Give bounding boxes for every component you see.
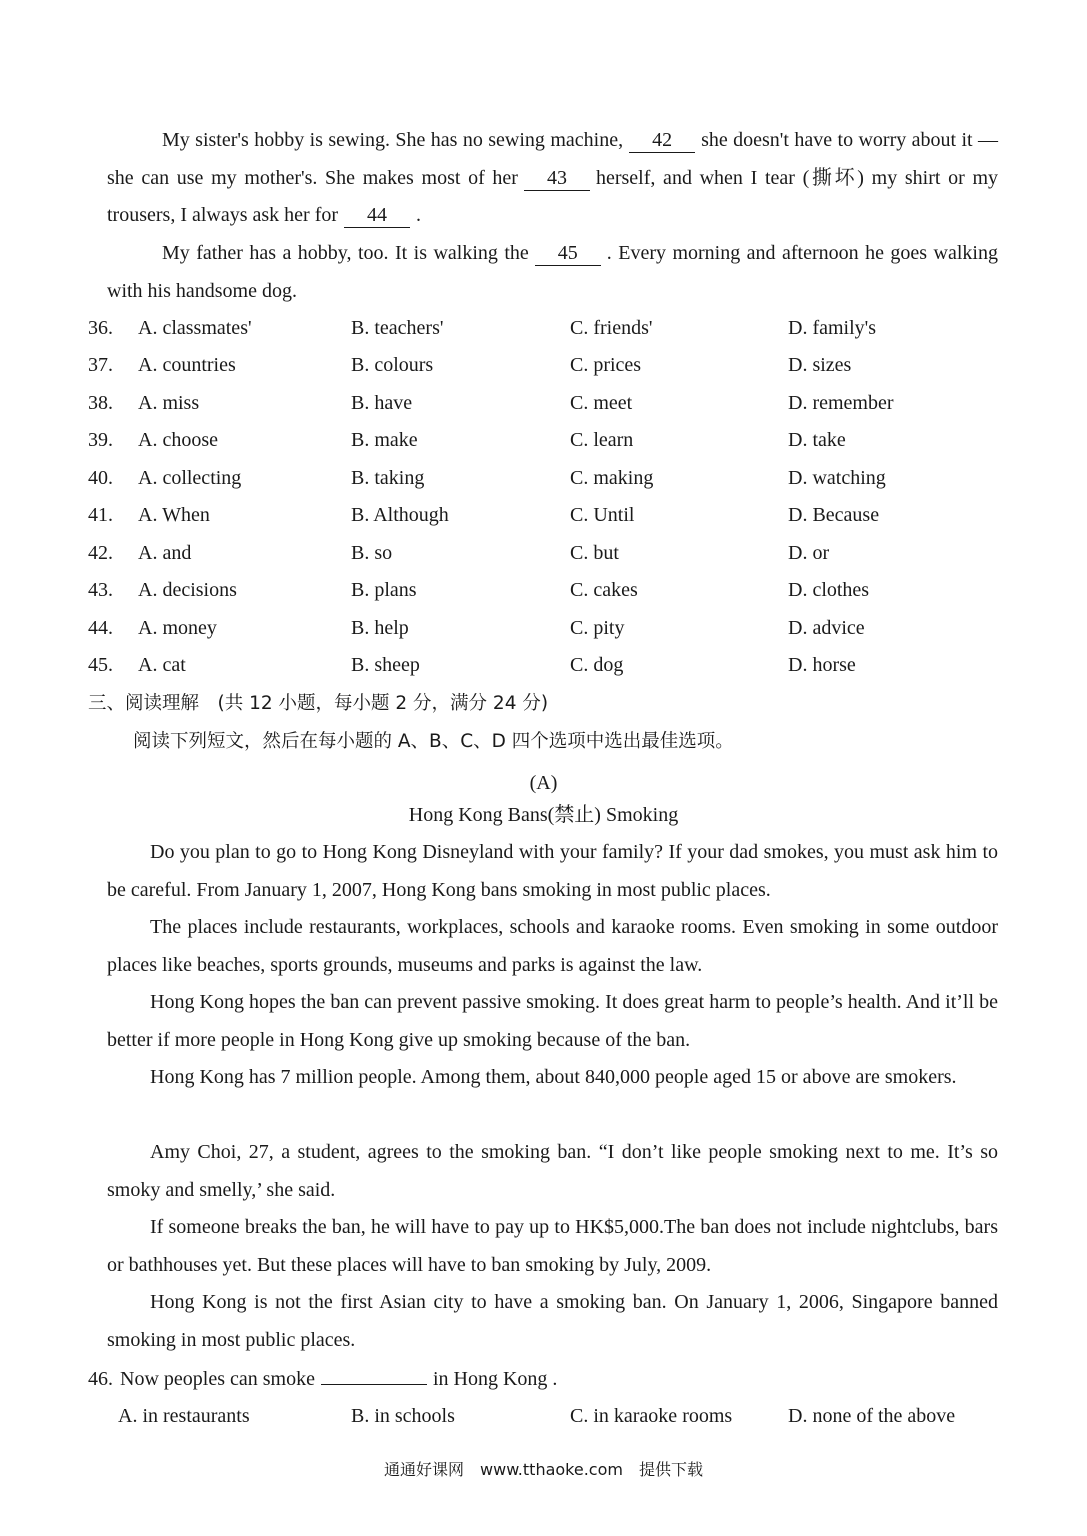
option-a: A. choose	[138, 429, 218, 451]
option-c: C. learn	[570, 429, 634, 451]
paragraph-text: The places include restaurants, workplaces, schools and karaoke rooms. Even smoking in some outdoor places like beaches, sports grounds, museums and parks is against the law.	[107, 916, 998, 976]
question-number: 39.	[88, 429, 113, 451]
passage-paragraph	[107, 1059, 998, 1097]
cloze-text: .	[416, 204, 422, 226]
passage-paragraph	[107, 984, 998, 1059]
question-number: 46.	[88, 1368, 113, 1390]
stem-text: Now peoples can smoke	[120, 1368, 315, 1390]
option-d: D. none of the above	[788, 1405, 956, 1427]
question-46-stem	[120, 1362, 557, 1396]
option-row-39	[88, 422, 988, 459]
cloze-blank-44: 44	[344, 203, 410, 228]
option-d: D. sizes	[788, 354, 852, 376]
option-c: C. but	[570, 542, 619, 564]
option-c: C. pity	[570, 617, 625, 639]
option-a: A. When	[138, 504, 210, 526]
paragraph-text: If someone breaks the ban, he will have to pay up to HK$5,000.The ban does not include nightclubs, bars or bathhouses yet. But these places will have to ban smoking by July, 2009.	[107, 1216, 998, 1276]
option-d: D. remember	[788, 392, 894, 414]
cloze-text: My sister's hobby is sewing. She has no sewing machine,	[162, 129, 624, 151]
option-a: A. cat	[138, 654, 186, 676]
answer-blank	[321, 1364, 427, 1385]
passage-label: (A)	[529, 772, 558, 794]
option-b: B. sheep	[351, 654, 420, 676]
option-row-41	[88, 497, 988, 534]
option-c: C. meet	[570, 392, 633, 414]
cloze-text: herself, and when I tear (撕坏) my shirt or my trousers, I always ask her for	[107, 166, 998, 226]
question-number: 45.	[88, 654, 113, 676]
option-row-43	[88, 572, 988, 609]
cloze-text: she doesn't have to worry about it — she can use my mother's. She makes most of her	[107, 129, 998, 189]
option-row-38	[88, 385, 988, 422]
cloze-blank-42: 42	[629, 128, 695, 153]
option-a: A. and	[138, 542, 192, 564]
option-b: B. make	[351, 429, 418, 451]
cloze-text: My father has a hobby, too. It is walking the	[162, 242, 529, 264]
section-heading: 三、阅读理解 (共 12 小题，每小题 2 分，满分 24 分)	[88, 693, 549, 714]
option-a: A. in restaurants	[118, 1405, 250, 1427]
question-number: 37.	[88, 354, 113, 376]
option-a: A. countries	[138, 354, 236, 376]
cloze-paragraph-2	[107, 235, 998, 310]
option-d: D. horse	[788, 654, 856, 676]
option-b: B. Although	[351, 504, 449, 526]
question-number: 42.	[88, 542, 113, 564]
page-footer: 通通好课网 www.tthaoke.com 提供下载	[384, 1460, 703, 1479]
passage-paragraph	[107, 1134, 998, 1209]
option-b: B. help	[351, 617, 409, 639]
option-a: A. miss	[138, 392, 200, 414]
passage-paragraph	[107, 1284, 998, 1359]
option-b: B. colours	[351, 354, 434, 376]
section-instruction: 阅读下列短文，然后在每小题的 A、B、C、D 四个选项中选出最佳选项。	[133, 731, 734, 752]
option-row-45	[88, 647, 988, 684]
option-row-40	[88, 460, 988, 497]
option-c: C. dog	[570, 654, 624, 676]
cloze-blank-43: 43	[524, 166, 590, 191]
option-a: A. decisions	[138, 579, 237, 601]
option-a: A. money	[138, 617, 217, 639]
option-d: D. watching	[788, 467, 886, 489]
question-number: 41.	[88, 504, 113, 526]
paragraph-text: Hong Kong hopes the ban can prevent passive smoking. It does great harm to people’s health. And it’ll be better if more people in Hong Kong give up smoking because of the ban.	[107, 991, 998, 1051]
option-b: B. have	[351, 392, 413, 414]
cloze-text: . Every morning and afternoon he goes walking with his handsome dog.	[107, 242, 998, 302]
cloze-paragraph-1	[107, 122, 998, 235]
option-c: C. Until	[570, 504, 635, 526]
passage-paragraph	[107, 834, 998, 909]
passage-paragraph	[107, 1209, 998, 1284]
option-d: D. Because	[788, 504, 880, 526]
paragraph-text: Do you plan to go to Hong Kong Disneyland with your family? If your dad smokes, you must ask him to be careful. From January 1, 2007, Hong Kong bans smoking in most public places.	[107, 841, 998, 901]
option-row-36	[88, 310, 988, 347]
option-c: C. in karaoke rooms	[570, 1405, 733, 1427]
stem-text: in Hong Kong .	[432, 1368, 558, 1390]
option-d: D. take	[788, 429, 846, 451]
option-c: C. friends'	[570, 317, 653, 339]
option-d: D. clothes	[788, 579, 870, 601]
paragraph-text: Amy Choi, 27, a student, agrees to the smoking ban. “I don’t like people smoking next to me. It’s so smoky and smelly,’ she said.	[107, 1141, 998, 1201]
question-number: 38.	[88, 392, 113, 414]
question-46-options	[0, 1399, 1087, 1433]
option-b: B. so	[351, 542, 393, 564]
option-b: B. taking	[351, 467, 425, 489]
question-number: 44.	[88, 617, 113, 639]
question-number: 36.	[88, 317, 113, 339]
option-c: C. prices	[570, 354, 642, 376]
option-c: C. cakes	[570, 579, 638, 601]
paragraph-text: Hong Kong is not the first Asian city to have a smoking ban. On January 1, 2006, Singapore banned smoking in most public places.	[107, 1291, 998, 1351]
passage-paragraph	[107, 909, 998, 984]
option-a: A. classmates'	[138, 317, 252, 339]
option-d: D. or	[788, 542, 830, 564]
option-row-37	[88, 347, 988, 384]
question-number: 43.	[88, 579, 113, 601]
option-b: B. teachers'	[351, 317, 444, 339]
option-b: B. in schools	[351, 1405, 455, 1427]
passage-title: Hong Kong Bans(禁止) Smoking	[408, 804, 679, 826]
option-a: A. collecting	[138, 467, 242, 489]
cloze-blank-45: 45	[535, 241, 601, 266]
paragraph-text: Hong Kong has 7 million people. Among them, about 840,000 people aged 15 or above are smokers.	[150, 1066, 957, 1088]
option-row-42	[88, 535, 988, 572]
option-row-44	[88, 610, 988, 647]
question-number: 40.	[88, 467, 113, 489]
option-d: D. advice	[788, 617, 865, 639]
option-d: D. family's	[788, 317, 877, 339]
option-b: B. plans	[351, 579, 417, 601]
option-c: C. making	[570, 467, 654, 489]
